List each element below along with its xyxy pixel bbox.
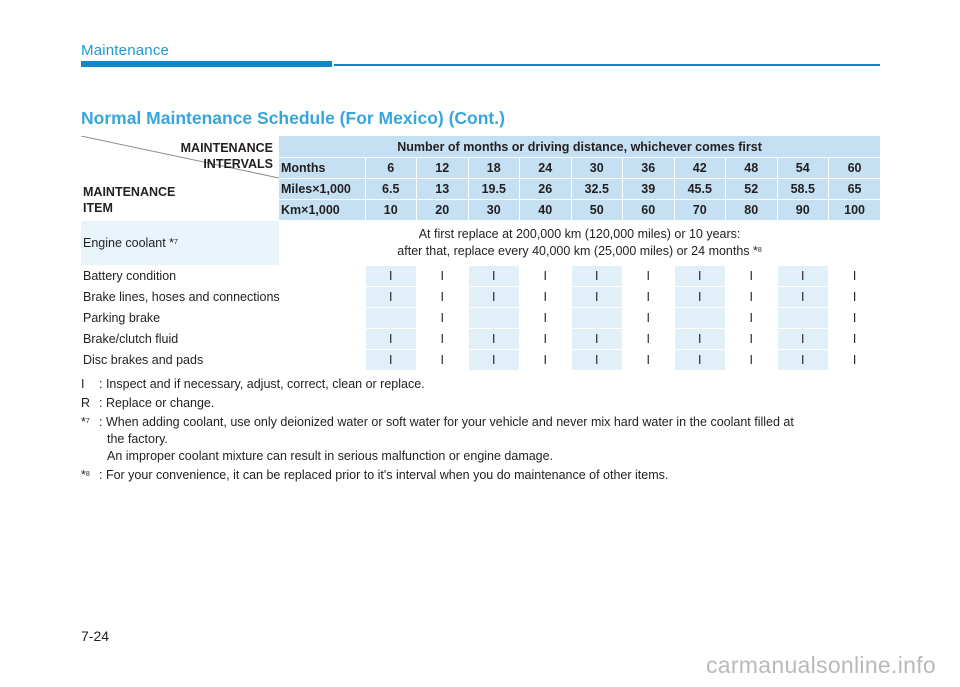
interval-value: 26 <box>520 179 572 200</box>
schedule-mark: I <box>468 350 520 371</box>
interval-value: 20 <box>417 200 469 221</box>
schedule-mark: I <box>571 287 623 308</box>
interval-value: 60 <box>829 158 881 179</box>
interval-value: 24 <box>520 158 572 179</box>
table-row <box>81 308 880 329</box>
interval-row-label: Miles×1,000 <box>279 179 365 200</box>
interval-value: 50 <box>571 200 623 221</box>
interval-value: 54 <box>777 158 829 179</box>
legend-key <box>81 376 99 393</box>
interval-value: 60 <box>623 200 675 221</box>
interval-value: 39 <box>623 179 675 200</box>
schedule-mark: I <box>417 266 469 287</box>
schedule-mark: I <box>829 350 881 371</box>
legend-key <box>81 414 99 465</box>
row-label: Brake/clutch fluid <box>81 329 365 350</box>
row-label: Battery condition <box>81 266 365 287</box>
schedule-mark: I <box>468 266 520 287</box>
interval-value: 70 <box>674 200 726 221</box>
table-row <box>81 287 880 308</box>
schedule-mark: I <box>520 287 572 308</box>
interval-value: 36 <box>623 158 675 179</box>
schedule-mark: I <box>829 329 881 350</box>
interval-value: 19.5 <box>468 179 520 200</box>
schedule-mark: I <box>777 287 829 308</box>
corner-intervals-label <box>181 140 273 172</box>
schedule-mark: I <box>674 266 726 287</box>
page-title: Normal Maintenance Schedule (For Mexico) (Cont.) <box>81 108 505 128</box>
interval-value: 12 <box>417 158 469 179</box>
row-label: Parking brake <box>81 308 365 329</box>
legend-key-footnote: 8 <box>85 471 90 478</box>
legend-key-text: R <box>81 396 91 410</box>
table-row <box>81 266 880 287</box>
coolant-replacement-note <box>279 221 880 266</box>
interval-value: 18 <box>468 158 520 179</box>
schedule-mark: I <box>417 308 469 329</box>
legend-text-line: : Replace or change. <box>99 396 215 410</box>
row-label-engine-coolant <box>81 221 279 266</box>
interval-value: 58.5 <box>777 179 829 200</box>
schedule-mark: I <box>417 329 469 350</box>
interval-row-label: Km×1,000 <box>279 200 365 221</box>
legend-text-line: the factory. <box>107 432 168 446</box>
schedule-mark <box>777 308 829 329</box>
schedule-mark: I <box>623 350 675 371</box>
legend-text-line: An improper coolant mixture can result in serious malfunction or engine damage. <box>107 449 554 463</box>
interval-value: 10 <box>365 200 417 221</box>
coolant-label-text: Engine coolant * <box>83 235 175 250</box>
legend-key <box>81 395 99 412</box>
schedule-mark: I <box>623 329 675 350</box>
schedule-mark <box>468 308 520 329</box>
schedule-mark: I <box>726 350 778 371</box>
schedule-mark: I <box>520 329 572 350</box>
interval-value: 40 <box>520 200 572 221</box>
legend-key-text: * <box>81 468 86 482</box>
schedule-mark: I <box>674 287 726 308</box>
legend-entry <box>81 395 880 412</box>
schedule-mark: I <box>674 350 726 371</box>
legend-text-line: : When adding coolant, use only deionized water or soft water for your vehicle and never mix hard water in the coolant filled at <box>99 415 794 429</box>
interval-value: 42 <box>674 158 726 179</box>
schedule-mark: I <box>365 266 417 287</box>
table-row <box>81 350 880 371</box>
table-corner-header <box>81 136 279 221</box>
schedule-mark: I <box>520 308 572 329</box>
coolant-note-line2: after that, replace every 40,000 km (25,000 miles) or 24 months * <box>397 244 758 258</box>
corner-item-line1: MAINTENANCE <box>83 185 176 199</box>
schedule-mark: I <box>777 266 829 287</box>
legend-entry <box>81 376 880 393</box>
page-number: 7-24 <box>81 628 110 644</box>
legend-entry <box>81 467 880 484</box>
legend-text <box>99 376 880 393</box>
schedule-mark: I <box>468 287 520 308</box>
legend-text <box>99 414 880 465</box>
schedule-mark: I <box>829 308 881 329</box>
corner-item-label <box>83 184 175 216</box>
schedule-mark: I <box>365 350 417 371</box>
schedule-mark: I <box>726 308 778 329</box>
row-label: Disc brakes and pads <box>81 350 365 371</box>
schedule-mark: I <box>726 329 778 350</box>
interval-row-label: Months <box>279 158 365 179</box>
schedule-mark <box>365 308 417 329</box>
header-bar-light <box>334 64 880 66</box>
legend-text <box>99 467 880 484</box>
coolant-note-footnote: 8 <box>757 247 762 254</box>
schedule-mark: I <box>829 266 881 287</box>
corner-item-line2: ITEM <box>83 201 113 215</box>
interval-value: 30 <box>571 158 623 179</box>
legend-text-line: : For your convenience, it can be replaced prior to it's interval when you do maintenance of other items. <box>99 468 669 482</box>
interval-value: 6.5 <box>365 179 417 200</box>
schedule-mark: I <box>365 329 417 350</box>
watermark: carmanualsonline.info <box>705 652 936 678</box>
interval-value: 48 <box>726 158 778 179</box>
schedule-mark: I <box>623 287 675 308</box>
schedule-mark: I <box>520 350 572 371</box>
interval-value: 30 <box>468 200 520 221</box>
interval-span-header: Number of months or driving distance, whichever comes first <box>279 136 880 158</box>
schedule-mark: I <box>726 266 778 287</box>
maintenance-schedule-table <box>81 136 880 371</box>
schedule-mark: I <box>365 287 417 308</box>
legend <box>81 376 880 486</box>
legend-text-line: : Inspect and if necessary, adjust, correct, clean or replace. <box>99 377 425 391</box>
schedule-mark: I <box>674 329 726 350</box>
schedule-mark: I <box>726 287 778 308</box>
schedule-mark: I <box>571 329 623 350</box>
schedule-mark: I <box>829 287 881 308</box>
interval-value: 32.5 <box>571 179 623 200</box>
interval-value: 80 <box>726 200 778 221</box>
legend-entry <box>81 414 880 465</box>
corner-intervals-line2: INTERVALS <box>203 157 273 171</box>
interval-value: 100 <box>829 200 881 221</box>
corner-intervals-line1: MAINTENANCE <box>180 141 273 155</box>
table-row <box>81 329 880 350</box>
schedule-mark: I <box>417 287 469 308</box>
interval-value: 65 <box>829 179 881 200</box>
legend-key-footnote: 7 <box>85 418 90 425</box>
schedule-mark: I <box>520 266 572 287</box>
header-bar-dark <box>81 61 332 67</box>
coolant-label-footnote: 7 <box>174 238 178 246</box>
schedule-mark: I <box>468 329 520 350</box>
interval-value: 90 <box>777 200 829 221</box>
interval-value: 45.5 <box>674 179 726 200</box>
interval-value: 6 <box>365 158 417 179</box>
schedule-mark: I <box>417 350 469 371</box>
row-label: Brake lines, hoses and connections <box>81 287 365 308</box>
coolant-note-line1: At first replace at 200,000 km (120,000 miles) or 10 years: <box>418 227 741 241</box>
table-row-engine-coolant <box>81 221 880 266</box>
interval-value: 13 <box>417 179 469 200</box>
legend-key-text: * <box>81 415 86 429</box>
legend-key <box>81 467 99 484</box>
schedule-mark: I <box>777 350 829 371</box>
schedule-mark: I <box>777 329 829 350</box>
interval-value: 52 <box>726 179 778 200</box>
schedule-mark <box>571 308 623 329</box>
schedule-mark: I <box>571 266 623 287</box>
schedule-mark: I <box>623 308 675 329</box>
legend-text <box>99 395 880 412</box>
legend-key-text: I <box>81 377 85 391</box>
schedule-mark: I <box>571 350 623 371</box>
section-title: Maintenance <box>81 42 170 59</box>
schedule-mark: I <box>623 266 675 287</box>
schedule-mark <box>674 308 726 329</box>
